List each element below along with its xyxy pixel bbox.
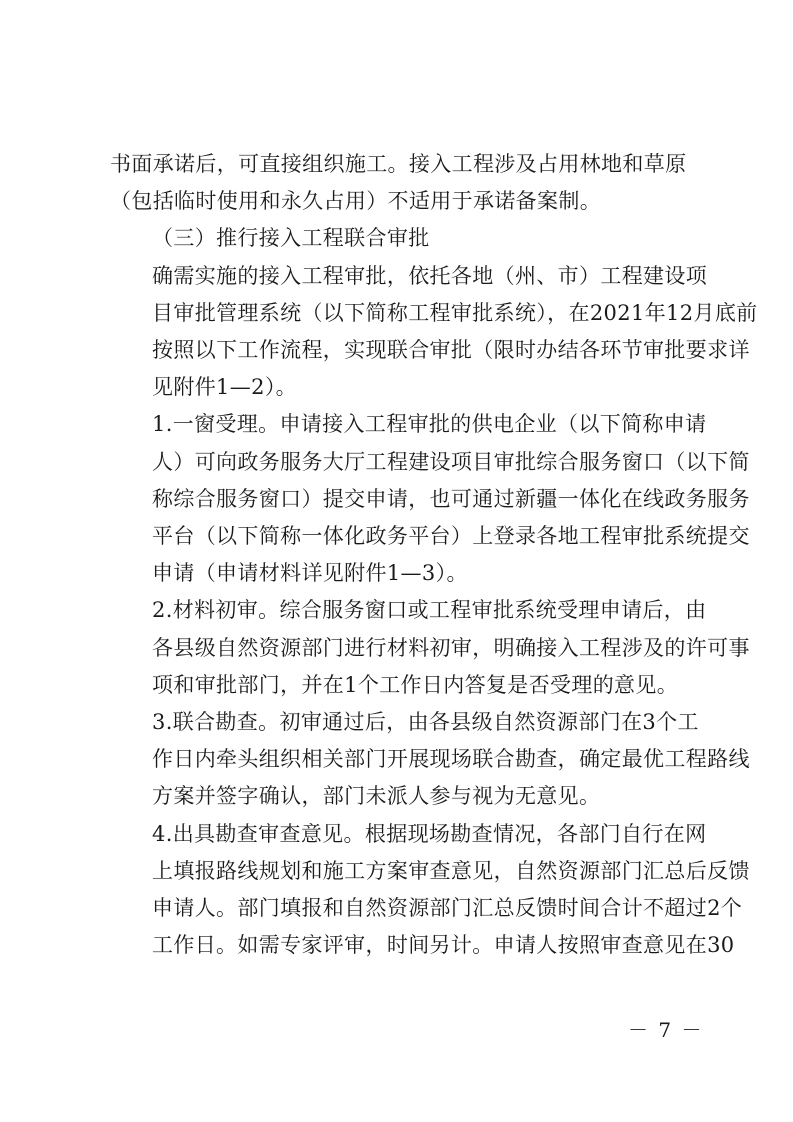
text-line: 书面承诺后，可直接组织施工。接入工程涉及占用林地和草原: [110, 152, 687, 176]
text-line: 申请人。部门填报和自然资源部门汇总反馈时间合计不超过2个: [152, 896, 743, 921]
text-line: 方案并签字确认，部门未派人参与视为无意见。: [152, 784, 601, 809]
text-line: 上填报路线规划和施工方案审查意见，自然资源部门汇总后反馈: [152, 858, 750, 883]
text-line: （三）推行接入工程联合审批: [152, 226, 430, 251]
text-line: 作日内牵头组织相关部门开展现场联合勘查，确定最优工程路线: [152, 747, 750, 772]
paragraph-step-4: [110, 816, 750, 965]
text-line: 项和审批部门，并在1个工作日内答复是否受理的意见。: [152, 672, 679, 697]
text-line: 见附件1—2）。: [152, 375, 298, 400]
text-line: 3.联合勘查。初审通过后，由各县级自然资源部门在3个工: [152, 710, 699, 735]
text-line: 各县级自然资源部门进行材料初审，明确接入工程涉及的许可事: [152, 635, 750, 660]
text-line: 称综合服务窗口）提交申请，也可通过新疆一体化在线政务服务: [152, 486, 750, 511]
text-line: 1.一窗受理。申请接入工程审批的供电企业（以下简称申请: [152, 412, 707, 437]
page-number: － 7 －: [628, 1018, 704, 1042]
paragraph-commitment: [110, 146, 698, 220]
text-line: 2.材料初审。综合服务窗口或工程审批系统受理申请后，由: [152, 598, 707, 623]
text-line: 工作日。如需专家评审，时间另计。申请人按照审查意见在30: [152, 933, 735, 958]
text-line: 申请（申请材料详见附件1—3）。: [152, 561, 468, 586]
paragraph-step-1: [110, 406, 750, 592]
text-line: （包括临时使用和永久占用）不适用于承诺备案制。: [110, 189, 602, 214]
text-line: 按照以下工作流程，实现联合审批（限时办结各环节审批要求详: [152, 338, 750, 363]
text-line: 4.出具勘查审查意见。根据现场勘查情况，各部门自行在网: [152, 821, 707, 846]
paragraph-step-2: [110, 592, 750, 704]
paragraph-step-3: [110, 704, 750, 816]
text-line: 目审批管理系统（以下简称工程审批系统），在2021年12月底前: [152, 300, 758, 325]
paragraph-joint-approval: [110, 258, 758, 407]
text-line: 确需实施的接入工程审批，依托各地（州、市）工程建设项: [152, 263, 708, 288]
section-heading: [110, 220, 698, 257]
document-body: [110, 146, 758, 964]
text-line: 平台（以下简称一体化政务平台）上登录各地工程审批系统提交: [152, 524, 750, 549]
text-line: 人）可向政务服务大厅工程建设项目审批综合服务窗口（以下简: [152, 449, 750, 474]
